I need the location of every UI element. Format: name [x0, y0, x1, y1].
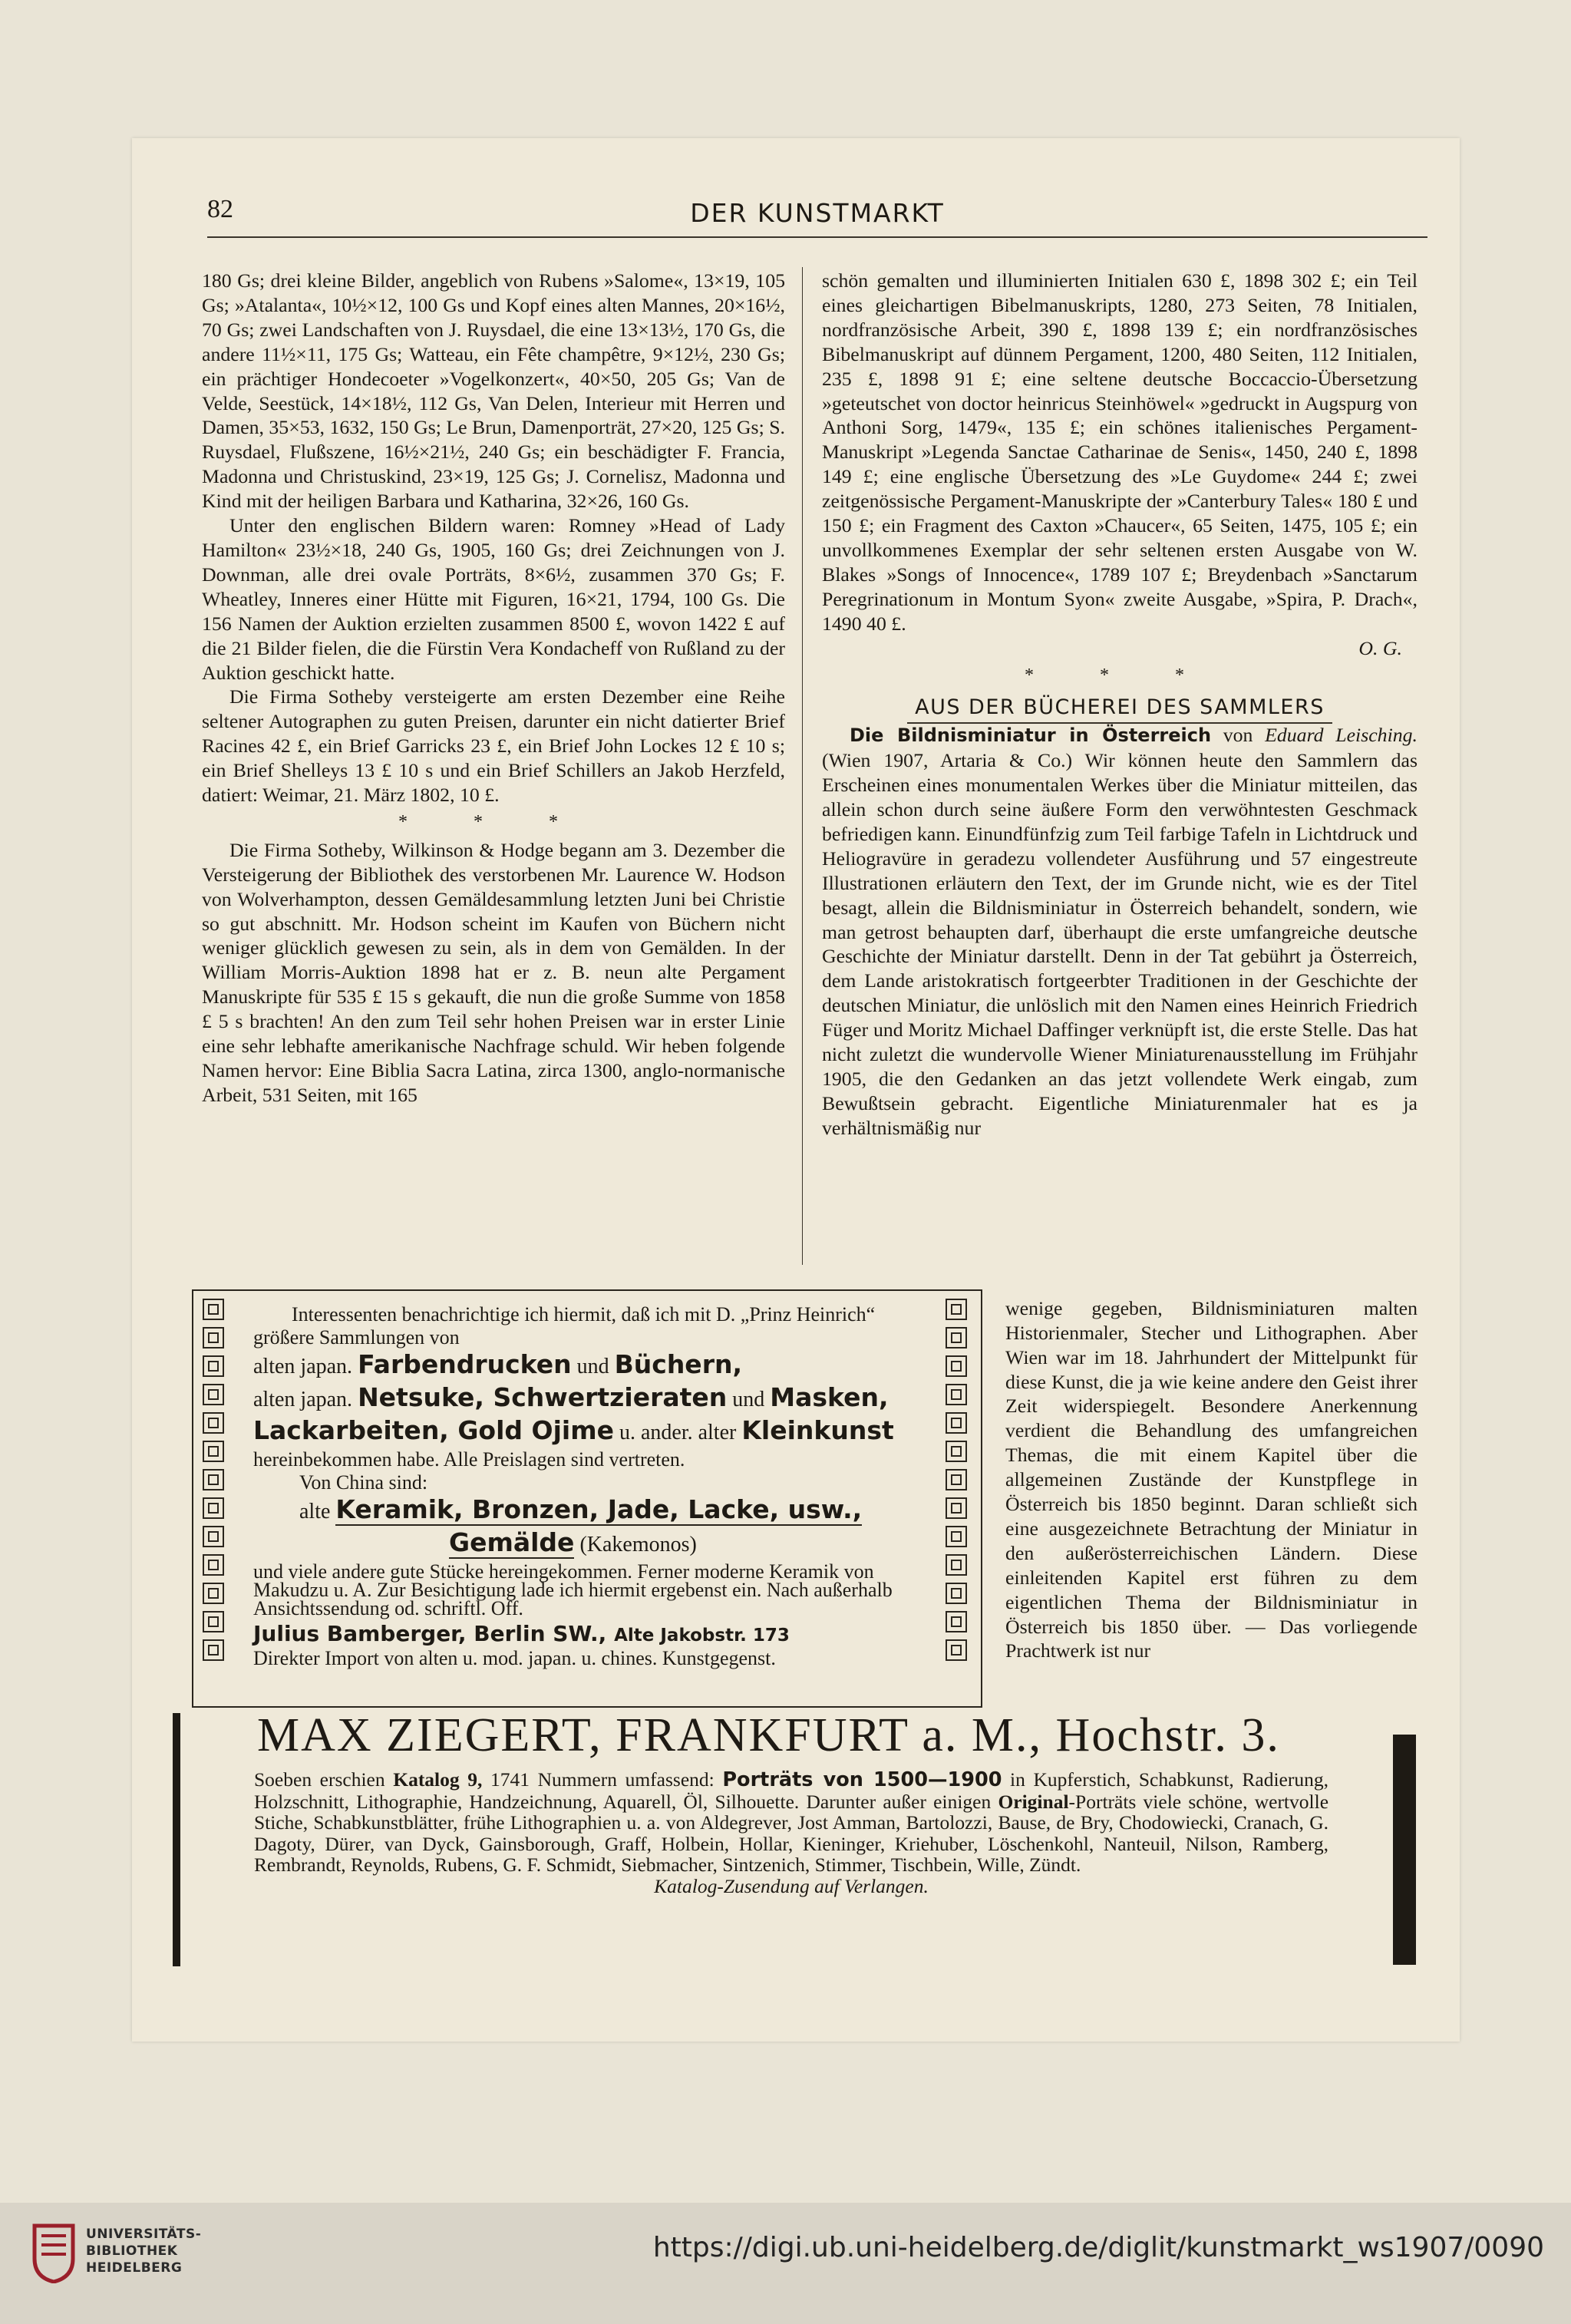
paragraph: wenige gegeben, Bildnisminiaturen malten Historienmaler, Stecher und Lithographen. Aber Wien war im 18. Jahrhundert der Mittelpunkt für diese Kunst, die ja wie keine andere den Geist ihrer Zeit widerspiegelt. Besondere Anerkennung verdient die Behandlung des umfangreichen Themas, die mit einem Kapitel über die allgemeinen Zustände der Kunstpflege in Österreich bis 1850 beginnt. Daran schließt sich eine ausgezeichnete Betrachtung der Miniatur in den außerösterreichischen Ländern. Diese einleitenden Kapitel erst führen zu dem eigentlichen Thema der Bildnisminiatur in Österreich bis 1850 über. — Das vorliegende Prachtwerk ist nur [1005, 1296, 1418, 1662]
ad-line: alten japan. Netsuke, Schwertzieraten und Masken, [253, 1382, 889, 1412]
book-title: Die Bildnisminiatur in Österreich [850, 725, 1212, 747]
section-divider-stars: * * * [1025, 665, 1215, 685]
ad-text: Soeben erschien Katalog 9, 1741 Nummern umfassend: Porträts von 1500—1900 in Kupferstich, Schabkunst, Radierung, Holzschnitt, Lithographie, Handzeichnung, Aquarell, Öl, Silhouette. Darunter außer einigen Original-Porträts viele schöne, wertvolle Stiche, Schabkunstblätter, frühe Lithographien u. a. von Aldegrever, Jost Amman, Bartolozzi, Bause, de Bry, Chodowiecki, Cranach, G. Dagoty, Dürer, van Dyck, Gainsborough, Graff, Holbein, Hollar, Kieninger, Kriehuber, Löschenkohl, Nanteuil, Nilson, Ramberg, Rembrandt, Reynolds, Rubens, G. F. Schmidt, Siebmacher, Sintzenich, Stimmer, Tischbein, Wille, Zündt. Katalog-Zusendung auf Verlangen. [254, 1768, 1329, 1897]
ad-line: alten japan. Farbendrucken und Büchern, [253, 1349, 742, 1379]
paragraph: Unter den englischen Bildern waren: Romney »Head of Lady Hamilton« 23½×18, 240 Gs, 1905, 160 Gs; drei Zeichnungen von J. Downman, alle drei ovale Porträts, 8×6½, zusammen 370 Gs; F. Wheatley, Inneres einer Hütte mit Figuren, 16×21, 1794, 100 Gs. Die 156 Namen der Auktion erzielten zusammen 8500 £, wovon 1422 £ auf die 21 Bilder fielen, die die Fürstin Vera Kondacheff von Rußland zu der Auktion geschickt hatte. [202, 514, 785, 684]
bamberger-advertisement [192, 1289, 982, 1708]
review-text: (Wien 1907, Artaria & Co.) Wir können heute den Sammlern das Erscheinen eines monumentalen Werkes über die Miniatur mitteilen, das allein schon durch seine äußere Form den verwöhntesten Geschmack befriedigen kann. Einundfünfzig zum Teil farbige Tafeln in Lichtdruck und Heliogravüre in geradezu vollendeter Ausführung und 57 eingestreute Illustrationen erläutern den Text, der im Grunde nicht, wie es der Titel besagt, allein die Bildnisminiatur in Österreich behandelt, sondern, wie man getrost behaupten darf, überhaupt die erste umfangreiche deutsche Geschichte der Miniatur darstellt. Denn in der Tat gebührt ja Österreich, dem Lande aristokratisch fortgeerbter Traditionen in der Geschichte der deutschen Miniatur, die unlöslich mit den Namen eines Heinrich Friedrich Füger und Moritz Michael Daffinger verknüpft ist, die erste Stelle. Das hat nicht zuletzt die wundervolle Wiener Miniaturenausstellung im Frühjahr 1905, die den Gedanken an das jetzt vollendete Werk eingab, zum Bewußtsein gebracht. Eigentliche Miniaturenmaler hat es ja verhältnismäßig nur [822, 749, 1418, 1139]
book-author: Eduard Leisching. [1265, 724, 1418, 747]
author-signature: O. G. [1358, 636, 1402, 659]
library-name: UNIVERSITÄTS- BIBLIOTHEK HEIDELBERG [86, 2227, 202, 2276]
column-rule [802, 267, 803, 1265]
ad-black-bar-left [173, 1713, 180, 1966]
ad-black-bar-right [1393, 1735, 1416, 1965]
right-column-continuation [1005, 1276, 1418, 1683]
right-column [822, 269, 1418, 1141]
ad-line: Von China sind: [299, 1471, 428, 1494]
ad-line: hereinbekommen habe. Alle Preislagen sind vertreten. [253, 1448, 685, 1471]
ad-footer-note: Katalog-Zusendung auf Verlangen. [654, 1874, 929, 1897]
ad-last-line: Direkter Import von alten u. mod. japan. u. chines. Kunstgegenst. [253, 1647, 776, 1669]
paragraph: 180 Gs; drei kleine Bilder, angeblich von Rubens »Salome«, 13×19, 105 Gs; »Atalanta«, 10½×12, 100 Gs und Kopf eines alten Mannes, 20×16½, 70 Gs; zwei Landschaften von J. Ruysdael, die eine 13×13½, 170 Gs, die andere 11½×11, 175 Gs; Watteau, ein Fête champêtre, 9×12½, 230 Gs; ein prächtiger Hondecoeter »Vogelkonzert«, 40×50, 205 Gs; Van de Velde, Seestück, 14×18½, 112 Gs, Van Delen, Interieur mit Herren und Damen, 35×53, 1632, 150 Gs; Le Brun, Damenporträt, 27×20, 125 Gs; S. Ruysdael, Flußszene, 16½×21½, 240 Gs; ein beschädigter F. Francia, Madonna und Christuskind, 23×19, 125 Gs; J. Cornelisz, Madonna und Kind mit der heiligen Barbara und Katharina, 32×26, 160 Gs. [202, 269, 785, 513]
ad-paragraph: und viele andere gute Stücke hereingekommen. Ferner moderne Keramik von Makudzu u. A. Zur Besichtigung lade ich hiermit ergebenst ein. Nach außerhalb Ansichtssendung od. schriftl. Off. [253, 1560, 893, 1619]
greek-key-border-right [946, 1299, 972, 1668]
von-text: von [1211, 724, 1266, 747]
permalink-url[interactable]: https://digi.ub.uni-heidelberg.de/diglit/kunstmarkt_ws1907/0090 [652, 2232, 1544, 2263]
left-column [202, 269, 785, 1108]
ad-title: MAX ZIEGERT, FRANKFURT a. M., Hochstr. 3. [257, 1709, 1280, 1761]
ad-firm-line: Julius Bamberger, Berlin SW., Alte Jakobstr. 173 [253, 1621, 790, 1646]
greek-key-border-left [203, 1299, 229, 1668]
paragraph: Die Firma Sotheby, Wilkinson & Hodge begann am 3. Dezember die Versteigerung der Bibliothek des verstorbenen Mr. Laurence W. Hodson von Wolverhampton, dessen Gemäldesammlung letzten Juni bei Christie so gut abschnitt. Mr. Hodson scheint im Kaufen von Büchern nicht weniger glücklich gewesen zu sein, als in dem von Gemälden. In der William Morris-Auktion 1898 hat er z. B. neun alte Pergament Manuskripte für 535 £ 15 s gekauft, die nun die große Summe von 1858 £ 5 s brachten! An den zum Teil sehr hohen Preisen war in erster Linie eine sehr lebhafte amerikanische Nachfrage schuld. Wir heben folgende Namen hervor: Eine Biblia Sacra Latina, zirca 1300, anglo-normanische Arbeit, 531 Seiten, mit 165 [202, 838, 785, 1106]
paragraph: schön gemalten und illuminierten Initialen 630 £, 1898 302 £; ein Teil eines gleichartigen Bibelmanuskripts, 1280, 273 Seiten, 78 Initialen, nordfranzösische Arbeit, 390 £, 1898 139 £; ein nordfranzösisches Bibelmanuskript auf dünnem Pergament, 1200, 480 Seiten, 112 Initialen, 235 £, 1898 91 £; eine seltene deutsche Boccaccio-Übersetzung »geteutschet von doctor heinricus Steinhöwel« »gedruckt in Augspurg von Anthoni Sorg, 1479«, 135 £; ein schönes italienisches Pergament-Manuskript »Legenda Sanctae Catharinae de Senis«, 1450, 240 £, 1898 149 £; eine englische Übersetzung des »Le Guydome« 244 £; zwei zeitgenössische Pergament-Manuskripte der »Canterbury Tales« 180 £ und 150 £; ein Fragment des Caxton »Chaucer«, 65 Seiten, 1475, 105 £; ein unvollkommenes Exemplar der sehr seltenen ersten Ausgabe von W. Blakes »Songs of Innocence«, 1789 107 £; Breydenbach »Sanctarum Peregrinationum in Montum Syon« zweite Ausgabe, »Spira, P. Drach«, 1490 40 £. [822, 269, 1418, 635]
section-heading [822, 695, 1418, 720]
ad-line: alte Keramik, Bronzen, Jade, Lacke, usw., [299, 1494, 863, 1524]
ad-line: Lackarbeiten, Gold Ojime u. ander. alter Kleinkunst [253, 1415, 894, 1445]
page-number: 82 [207, 195, 233, 223]
ad-body [253, 1303, 921, 1670]
ziegert-advertisement [173, 1704, 1416, 1988]
page-header [207, 190, 1427, 229]
paragraph: Die Firma Sotheby versteigerte am ersten Dezember eine Reihe seltener Autographen zu guten Preisen, darunter ein nicht datierter Brief Racines 42 £, ein Brief Garricks 23 £, ein Brief John Lockes 12 £ 10 s; ein Brief Shelleys 13 £ 10 s und ein Brief Schillers an Jakob Herzfeld, datiert: Weimar, 21. März 1802, 10 £. [202, 685, 785, 807]
viewer-footer-bar [0, 2203, 1571, 2324]
running-title: DER KUNSTMARKT [690, 198, 945, 228]
review-paragraph [822, 723, 1418, 1140]
section-heading-text: AUS DER BÜCHEREI DES SAMMLERS [907, 695, 1332, 724]
section-divider-stars: * * * [398, 811, 589, 832]
library-logo-icon [31, 2222, 77, 2283]
header-rule [207, 236, 1427, 238]
ad-line: Gemälde (Kakemonos) [449, 1527, 697, 1557]
ad-intro: Interessenten benachrichtige ich hiermit, daß ich mit D. „Prinz Heinrich“ größere Sammlungen von [253, 1303, 876, 1349]
